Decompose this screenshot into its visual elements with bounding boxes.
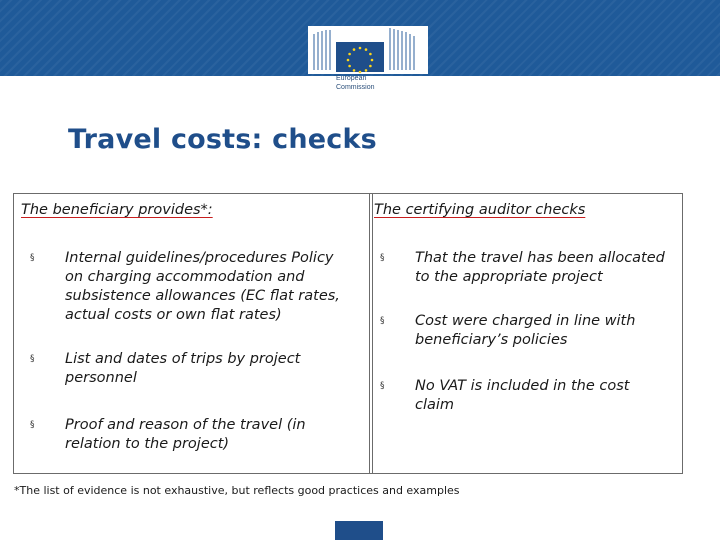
text-line: to the appropriate project bbox=[415, 269, 603, 285]
bullet-icon: § bbox=[380, 253, 385, 263]
text-line: beneficiary’s policies bbox=[415, 332, 568, 348]
logo-wordmark bbox=[336, 74, 406, 92]
text-line: List and dates of trips by project bbox=[65, 351, 301, 367]
footnote: *The list of evidence is not exhaustive, but reflects good practices and examples bbox=[14, 484, 460, 497]
text-line: Proof and reason of the travel (in bbox=[65, 417, 306, 433]
left-column-header: The beneficiary provides*: bbox=[21, 202, 213, 218]
column-divider bbox=[369, 194, 373, 473]
right-item-allocation bbox=[380, 249, 680, 289]
logo-line-european: European bbox=[336, 75, 367, 82]
commission-building-icon bbox=[308, 12, 428, 74]
page-title: Travel costs: checks bbox=[68, 124, 377, 155]
text-line: Internal guidelines/procedures Policy bbox=[65, 250, 334, 266]
right-item-text bbox=[415, 377, 629, 415]
checks-table bbox=[13, 193, 683, 474]
right-column-header: The certifying auditor checks bbox=[374, 202, 586, 218]
logo-line-commission: Commission bbox=[336, 84, 375, 91]
right-item-text bbox=[415, 312, 635, 350]
left-item-text bbox=[65, 350, 300, 388]
right-item-vat bbox=[380, 377, 680, 417]
text-line: personnel bbox=[65, 370, 137, 386]
text-line: actual costs or own flat rates) bbox=[65, 307, 282, 323]
right-item-text bbox=[415, 249, 665, 287]
text-line: on charging accommodation and bbox=[65, 269, 305, 285]
bullet-icon: § bbox=[30, 354, 35, 364]
european-commission-logo bbox=[308, 12, 428, 100]
bullet-icon: § bbox=[30, 420, 35, 430]
eu-flag-strip bbox=[335, 521, 383, 540]
bullet-icon: § bbox=[380, 316, 385, 326]
bullet-icon: § bbox=[380, 381, 385, 391]
text-line: relation to the project) bbox=[65, 436, 230, 452]
text-line: No VAT is included in the cost bbox=[415, 378, 630, 394]
left-item-text bbox=[65, 416, 306, 454]
left-item-guidelines bbox=[30, 249, 360, 329]
bullet-icon: § bbox=[30, 253, 35, 263]
left-item-text bbox=[65, 249, 340, 325]
eu-flag-icon bbox=[336, 42, 384, 72]
left-item-proof bbox=[30, 416, 360, 456]
text-line: subsistence allowances (EC flat rates, bbox=[65, 288, 340, 304]
right-item-policies bbox=[380, 312, 680, 352]
left-item-trips bbox=[30, 350, 360, 390]
text-line: claim bbox=[415, 397, 455, 413]
text-line: That the travel has been allocated bbox=[415, 250, 665, 266]
text-line: Cost were charged in line with bbox=[415, 313, 636, 329]
